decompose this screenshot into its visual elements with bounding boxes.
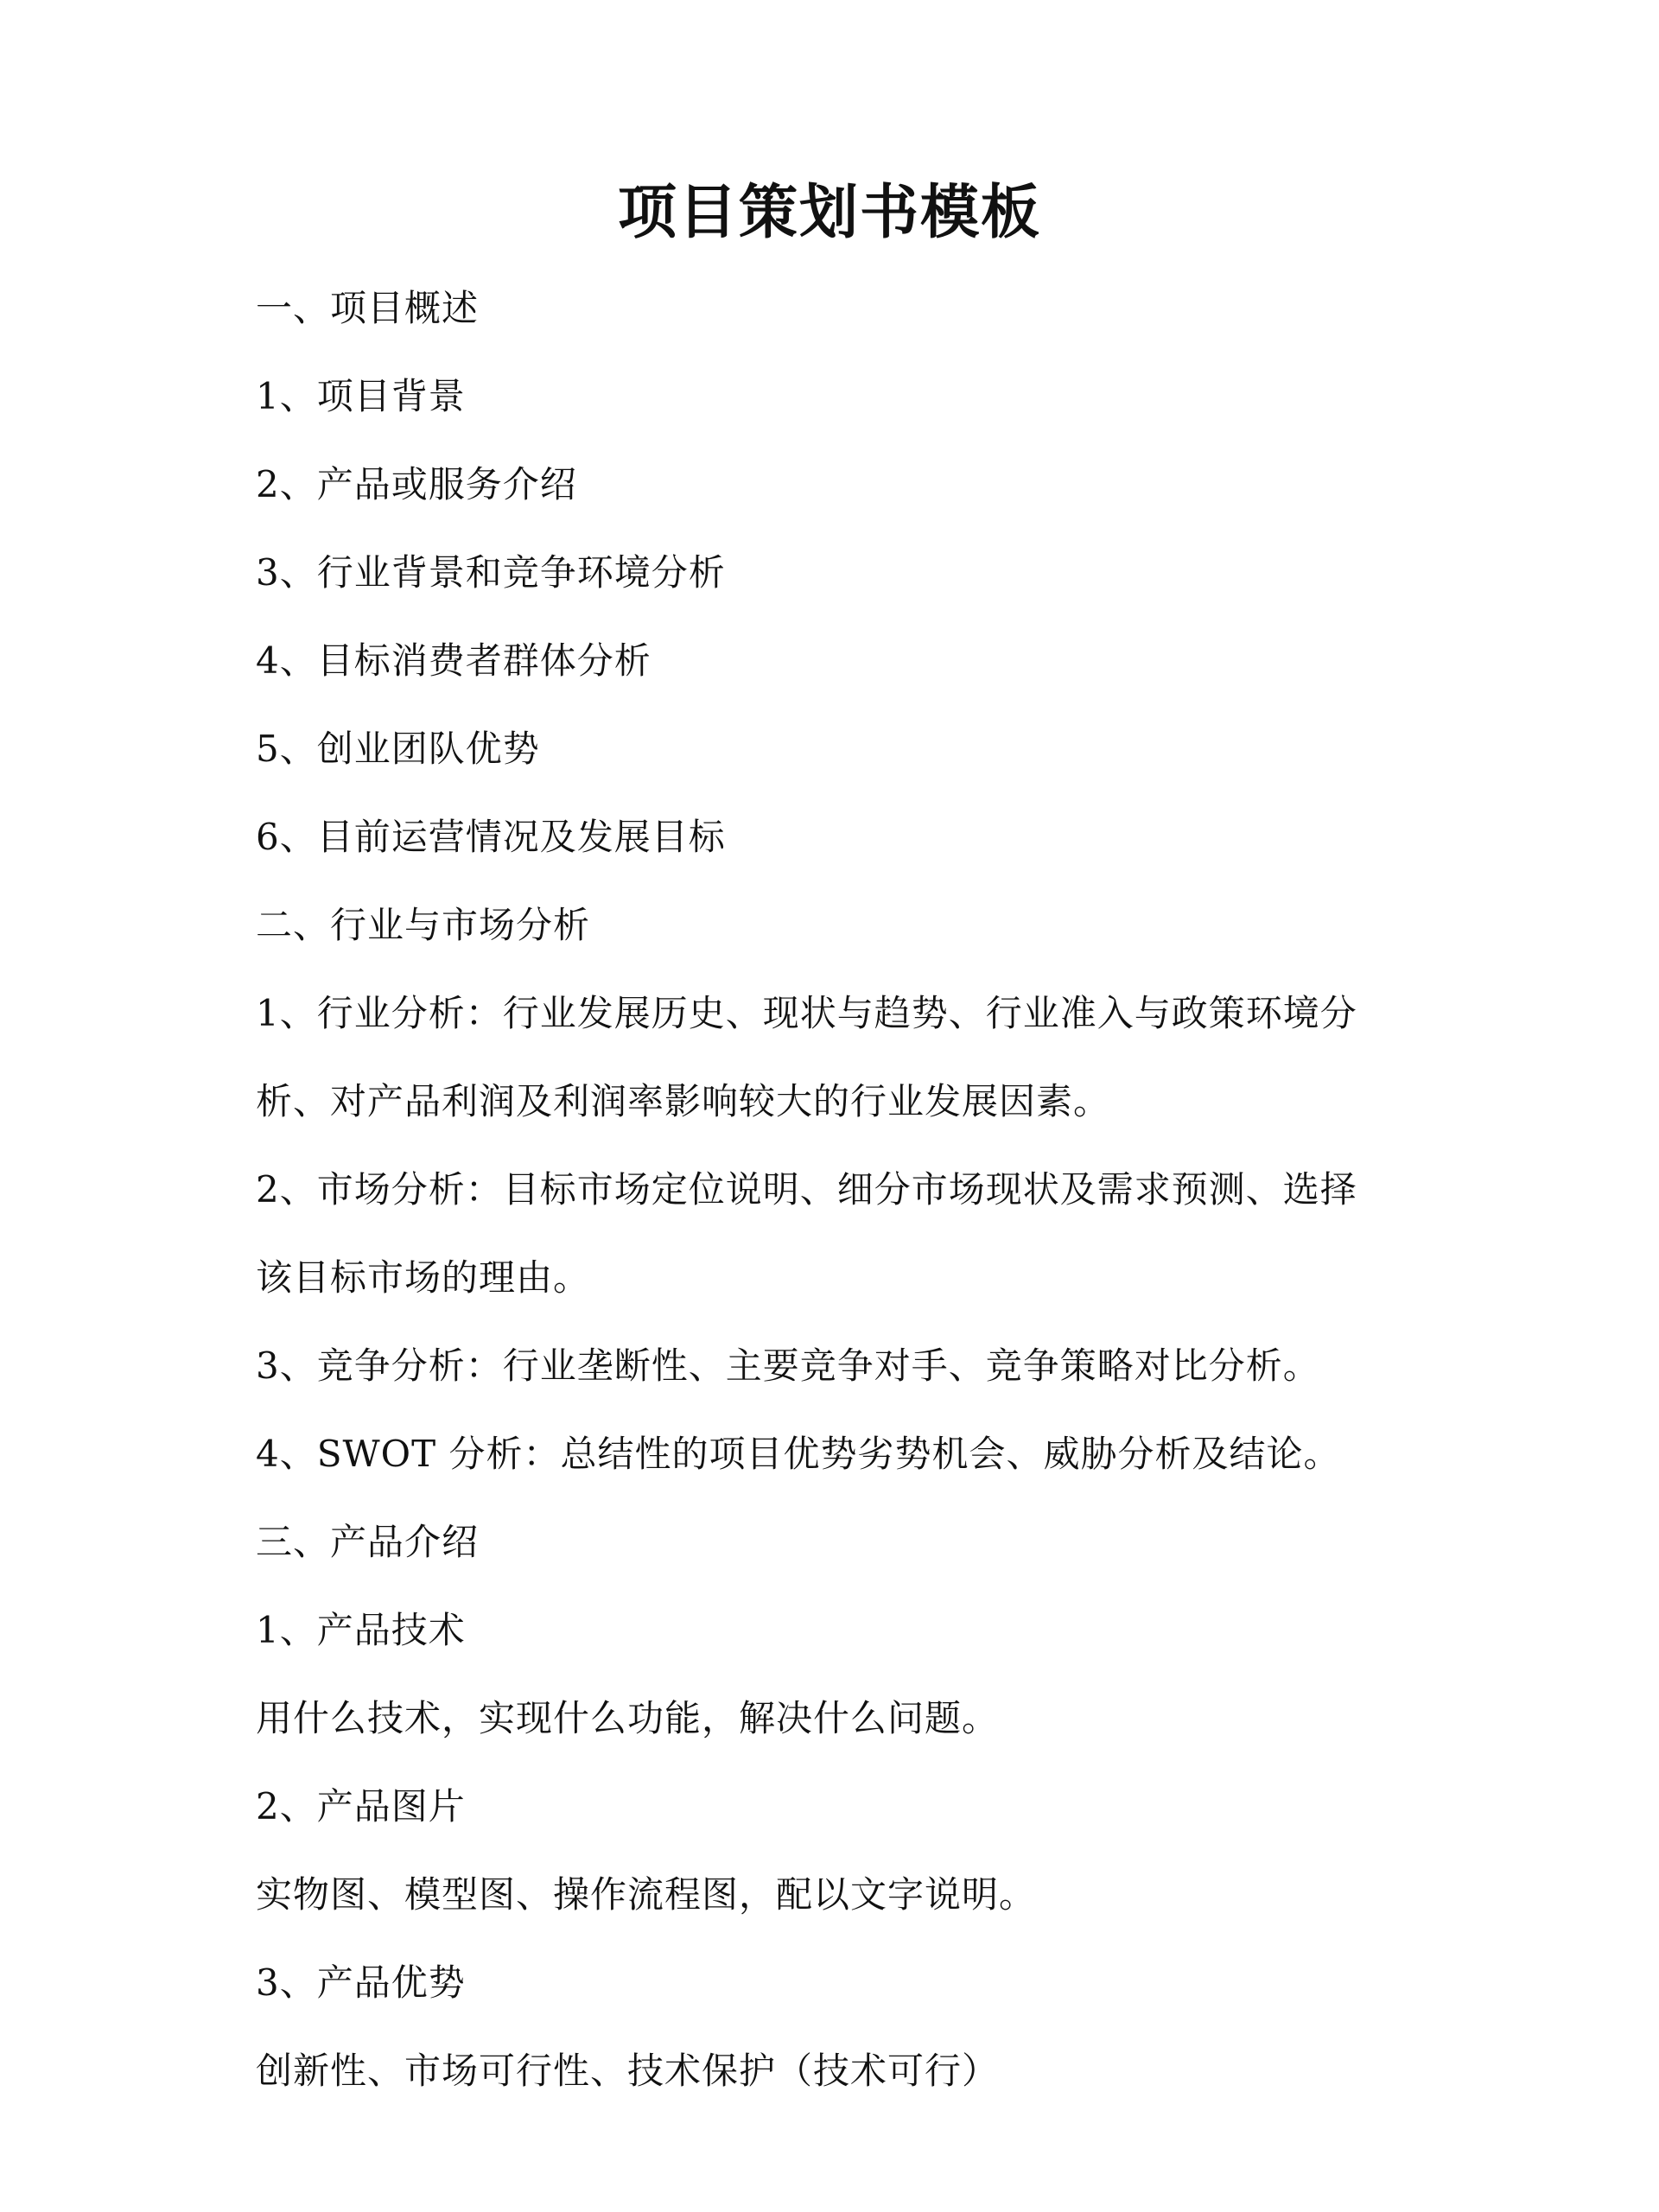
paragraph-line: 3、竞争分析：行业垄断性、主要竞争对手、竞争策略对比分析。 (256, 1344, 1320, 1387)
paragraph-line: 1、行业分析：行业发展历史、现状与趋势、行业准入与政策环境分 (256, 992, 1357, 1034)
list-item: 3、行业背景和竞争环境分析 (256, 551, 726, 594)
list-item: 2、产品图片 (256, 1785, 466, 1827)
list-item: 1、项目背景 (256, 375, 466, 417)
paragraph-line: 2、市场分析：目标市场定位说明、细分市场现状及需求预测、选择 (256, 1168, 1357, 1211)
paragraph-line: 用什么技术，实现什么功能，解决什么问题。 (256, 1697, 1000, 1739)
paragraph-line: 实物图、模型图、操作流程图，配以文字说明。 (256, 1873, 1037, 1916)
paragraph-line: 创新性、市场可行性、技术保护（技术可行） (256, 2050, 1000, 2092)
list-item: 2、产品或服务介绍 (256, 463, 577, 505)
document-body (256, 264, 1448, 2115)
page-title: 项目策划书模板 (617, 179, 1041, 247)
list-item: 6、目前运营情况及发展目标 (256, 816, 726, 858)
list-item: 4、目标消费者群体分析 (256, 639, 652, 682)
paragraph-line: 该目标市场的理由。 (256, 1256, 591, 1299)
section-heading-overview: 一、项目概述 (256, 287, 480, 329)
paragraph-line: 析、对产品利润及利润率影响较大的行业发展因素。 (256, 1080, 1111, 1122)
section-heading-industry-market: 二、行业与市场分析 (256, 904, 591, 946)
paragraph-line: 4、SWOT 分析：总结性的项目优势劣势机会、威胁分析及结论。 (256, 1433, 1341, 1475)
list-item: 3、产品优势 (256, 1961, 466, 2004)
section-heading-product: 三、产品介绍 (256, 1521, 480, 1563)
list-item: 5、创业团队优势 (256, 728, 540, 770)
list-item: 1、产品技术 (256, 1609, 466, 1651)
